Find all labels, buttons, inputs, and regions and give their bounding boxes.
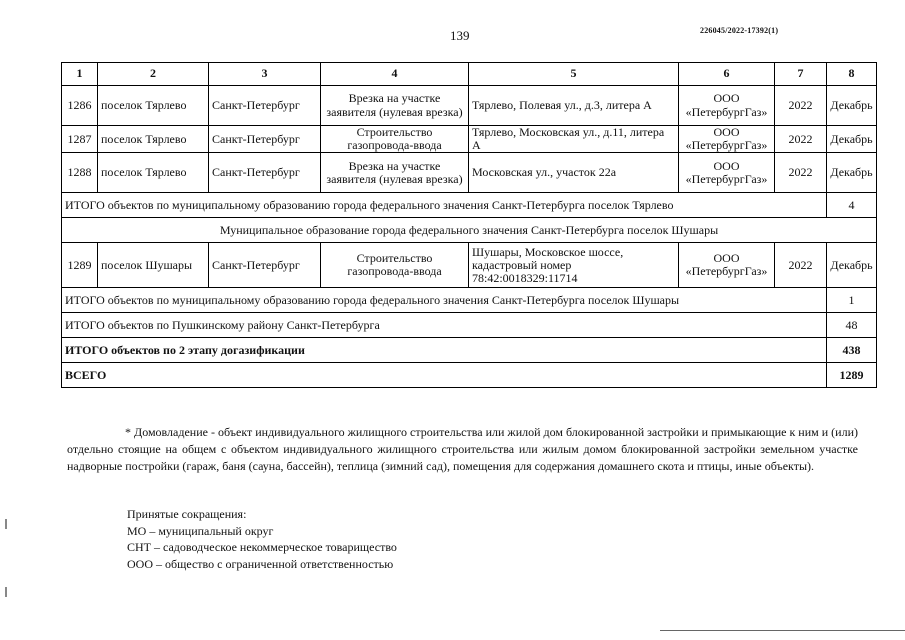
year-cell: 2022 <box>775 243 827 288</box>
month-cell: Декабрь <box>827 153 877 193</box>
row-number: 1286 <box>62 86 98 126</box>
header-cell: 1 <box>62 63 98 86</box>
table-row <box>62 126 877 153</box>
work-type-cell: Врезка на участке заявителя (нулевая врезка) <box>321 153 469 193</box>
address-cell: Тярлево, Полевая ул., д.3, литера А <box>469 86 679 126</box>
subtotal-row-pushkin <box>62 313 877 338</box>
grand-total-value: 1289 <box>827 363 877 388</box>
address-cell: Московская ул., участок 22а <box>469 153 679 193</box>
locality-cell: поселок Тярлево <box>98 126 209 153</box>
scan-edge-mark <box>5 587 7 597</box>
abbreviations-title: Принятые сокращения: <box>127 507 247 521</box>
month-cell: Декабрь <box>827 86 877 126</box>
header-cell: 2 <box>98 63 209 86</box>
scan-edge-mark <box>5 519 7 529</box>
table-row <box>62 153 877 193</box>
subtotal-value: 4 <box>827 193 877 218</box>
total-value: 438 <box>827 338 877 363</box>
table-row <box>62 243 877 288</box>
total-row-stage2 <box>62 338 877 363</box>
scan-bottom-line <box>660 630 905 631</box>
document-id: 226045/2022-17392(1) <box>700 26 779 35</box>
abbreviations-block <box>127 506 397 572</box>
row-number: 1288 <box>62 153 98 193</box>
header-row <box>62 63 877 86</box>
year-cell: 2022 <box>775 126 827 153</box>
address-cell: Тярлево, Московская ул., д.11, литера А <box>469 126 679 153</box>
city-cell: Санкт-Петербург <box>209 243 321 288</box>
header-cell: 5 <box>469 63 679 86</box>
header-cell: 8 <box>827 63 877 86</box>
objects-table <box>61 62 877 388</box>
company-cell: ООО «ПетербургГаз» <box>679 153 775 193</box>
total-label: ИТОГО объектов по 2 этапу догазификации <box>62 338 827 363</box>
section-heading: Муниципальное образование города федерального значения Санкт-Петербурга поселок Шушары <box>62 218 877 243</box>
row-number: 1289 <box>62 243 98 288</box>
page-number: 139 <box>450 28 470 43</box>
grand-total-label: ВСЕГО <box>62 363 827 388</box>
work-type-cell: Врезка на участке заявителя (нулевая врезка) <box>321 86 469 126</box>
locality-cell: поселок Тярлево <box>98 86 209 126</box>
header-cell: 7 <box>775 63 827 86</box>
locality-cell: поселок Тярлево <box>98 153 209 193</box>
header-cell: 3 <box>209 63 321 86</box>
company-cell: ООО «ПетербургГаз» <box>679 86 775 126</box>
month-cell: Декабрь <box>827 126 877 153</box>
row-number: 1287 <box>62 126 98 153</box>
year-cell: 2022 <box>775 86 827 126</box>
subtotal-row-tyarlevo <box>62 193 877 218</box>
section-row-shushary <box>62 218 877 243</box>
header-cell: 6 <box>679 63 775 86</box>
subtotal-label: ИТОГО объектов по муниципальному образованию города федерального значения Санкт-Петербурга поселок Тярлево <box>62 193 827 218</box>
subtotal-value: 48 <box>827 313 877 338</box>
table-row <box>62 86 877 126</box>
header-cell: 4 <box>321 63 469 86</box>
work-type-cell: Строительство газопровода-ввода <box>321 126 469 153</box>
address-cell: Шушары, Московское шоссе, кадастровый номер 78:42:0018329:11714 <box>469 243 679 288</box>
abbreviation-item: МО – муниципальный округ <box>127 523 274 538</box>
subtotal-row-shushary <box>62 288 877 313</box>
subtotal-value: 1 <box>827 288 877 313</box>
city-cell: Санкт-Петербург <box>209 153 321 193</box>
company-cell: ООО «ПетербургГаз» <box>679 126 775 153</box>
locality-cell: поселок Шушары <box>98 243 209 288</box>
city-cell: Санкт-Петербург <box>209 126 321 153</box>
subtotal-label: ИТОГО объектов по муниципальному образованию города федерального значения Санкт-Петербурга поселок Шушары <box>62 288 827 313</box>
footnote: * Домовладение - объект индивидуального жилищного строительства или жилой дом блокированной застройки и примыкающие к ним и (или) отдельно стоящие на общем с объектом индивидуального жилищного строительства или жилым домом блокированной застройки земельном участке надворные постройки (гараж, баня (сауна, бассейн), теплица (зимний сад), помещения для содержания домашнего скота и птицы, иные объекты). <box>67 425 858 473</box>
grand-total-row <box>62 363 877 388</box>
month-cell: Декабрь <box>827 243 877 288</box>
work-type-cell: Строительство газопровода-ввода <box>321 243 469 288</box>
company-cell: ООО «ПетербургГаз» <box>679 243 775 288</box>
subtotal-label: ИТОГО объектов по Пушкинскому району Санкт-Петербурга <box>62 313 827 338</box>
year-cell: 2022 <box>775 153 827 193</box>
abbreviation-item: СНТ – садоводческое некоммерческое товарищество <box>127 540 397 554</box>
abbreviation-item: ООО – общество с ограниченной ответственностью <box>127 556 394 571</box>
city-cell: Санкт-Петербург <box>209 86 321 126</box>
